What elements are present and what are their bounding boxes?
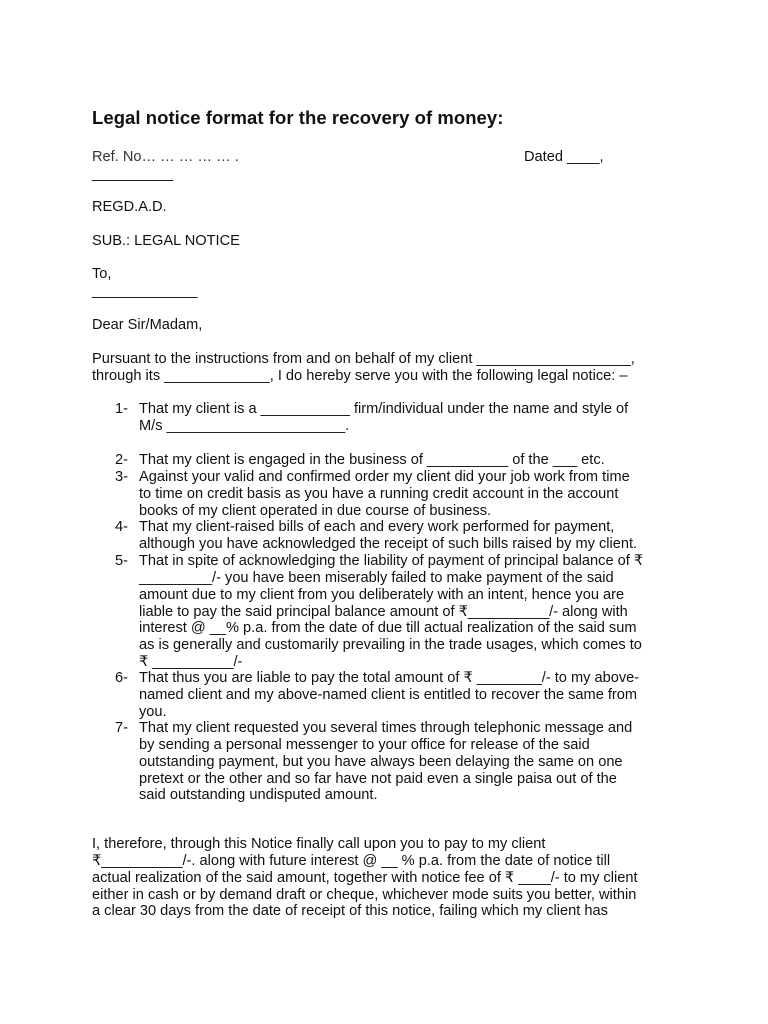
closing-line: either in cash or by demand draft or cheque, whichever mode suits you better, within bbox=[92, 886, 637, 903]
list-item-line: Against your valid and confirmed order my client did your job work from time bbox=[139, 469, 630, 485]
document-title: Legal notice format for the recovery of money: bbox=[92, 107, 504, 128]
list-item-number: 7- bbox=[115, 720, 128, 736]
list-item-line: to time on credit basis as you have a running credit account in the account bbox=[139, 485, 619, 502]
list-item-line: That my client is a ___________ firm/individual under the name and style of bbox=[139, 401, 629, 417]
intro-line: Pursuant to the instructions from and on behalf of my client ___________________, bbox=[92, 351, 635, 367]
list-item-line: _________/- you have been miserably failed to make payment of the said bbox=[139, 569, 614, 586]
list-item-line: That my client requested you several times through telephonic message and bbox=[139, 720, 633, 736]
list-item-line: pretext or the other and so far have not paid even a single paisa out of the bbox=[139, 770, 617, 787]
date-blank-line: __________ bbox=[92, 166, 174, 182]
list-item-text bbox=[139, 670, 639, 721]
list-item-line: ₹ __________/- bbox=[139, 654, 243, 671]
list-item-number: 2- bbox=[115, 452, 128, 468]
dated-field: Dated ____, bbox=[524, 149, 604, 165]
closing-line: ₹__________/-. along with future interest @ __ % p.a. from the date of notice till bbox=[92, 852, 611, 869]
reference-number: Ref. No… … … … … . bbox=[92, 149, 239, 165]
list-item-number: 6- bbox=[115, 670, 128, 686]
closing-line: I, therefore, through this Notice finally call upon you to pay to my client bbox=[92, 836, 546, 852]
list-item-line: liable to pay the said principal balance amount of ₹__________/- along with bbox=[139, 603, 628, 620]
list-item-number: 1- bbox=[115, 401, 128, 417]
recipient-label: To, bbox=[92, 266, 112, 282]
list-item-text bbox=[139, 553, 643, 671]
list-item-line: That in spite of acknowledging the liability of payment of principal balance of ₹ bbox=[139, 553, 644, 569]
list-item-line: That thus you are liable to pay the total amount of ₹ ________/- to my above- bbox=[139, 670, 640, 686]
salutation: Dear Sir/Madam, bbox=[92, 317, 203, 333]
intro-paragraph bbox=[92, 351, 682, 385]
list-item-line: by sending a personal messenger to your office for release of the said bbox=[139, 736, 590, 753]
list-item-line: M/s ______________________. bbox=[139, 417, 350, 434]
list-item-line: interest @ __% p.a. from the date of due till actual realization of the said sum bbox=[139, 620, 637, 637]
intro-line: through its _____________, I do hereby serve you with the following legal notice: – bbox=[92, 367, 628, 384]
list-item-line: That my client is engaged in the business of __________ of the ___ etc. bbox=[139, 452, 605, 468]
subject-line: SUB.: LEGAL NOTICE bbox=[92, 233, 240, 249]
list-item-text bbox=[139, 401, 628, 435]
registered-ad-label: REGD.A.D. bbox=[92, 199, 167, 215]
closing-paragraph bbox=[92, 836, 682, 920]
list-item-text bbox=[139, 452, 605, 469]
list-item-line: you. bbox=[139, 703, 167, 720]
list-item-number: 5- bbox=[115, 553, 128, 569]
list-item-line: as is generally and customarily prevailing in the trade usages, which comes to bbox=[139, 637, 642, 654]
list-item-line: amount due to my client from you deliberately with an intent, hence you are bbox=[139, 586, 625, 603]
list-item-text bbox=[139, 469, 630, 520]
list-item-line: said outstanding undisputed amount. bbox=[139, 787, 378, 804]
list-item-number: 3- bbox=[115, 469, 128, 485]
list-item-line: outstanding payment, but you have always been delaying the same on one bbox=[139, 753, 623, 770]
list-item-number: 4- bbox=[115, 519, 128, 535]
list-item-text bbox=[139, 720, 632, 804]
list-item-line: That my client-raised bills of each and every work performed for payment, bbox=[139, 519, 615, 535]
closing-line: a clear 30 days from the date of receipt of this notice, failing which my client has bbox=[92, 903, 608, 920]
closing-line: actual realization of the said amount, together with notice fee of ₹ ____/- to my client bbox=[92, 869, 638, 886]
list-item-line: named client and my above-named client is entitled to recover the same from bbox=[139, 686, 638, 703]
list-item-text bbox=[139, 519, 637, 553]
list-item-line: books of my client operated in due course of business. bbox=[139, 502, 492, 519]
recipient-blank-line: _____________ bbox=[92, 283, 198, 299]
list-item-line: although you have acknowledged the receipt of such bills raised by my client. bbox=[139, 535, 638, 552]
